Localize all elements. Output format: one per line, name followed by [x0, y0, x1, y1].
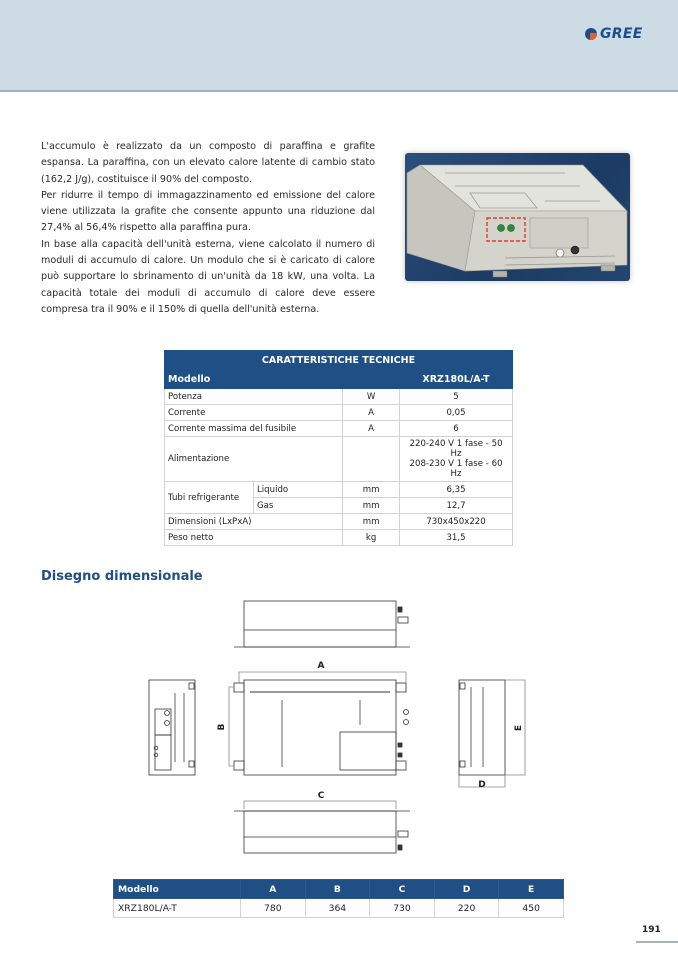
spec-table-title: CARATTERISTICHE TECNICHE	[165, 351, 513, 370]
table-row	[165, 514, 513, 530]
intro-paragraph: L'accumulo è realizzato da un composto di paraffina e grafite espansa. La paraffina, con un elevato calore latente di cambio stato (162,2 J/g), costituisce il 90% del composto.	[41, 141, 375, 185]
column-header: C	[370, 880, 435, 899]
dimensions-table	[113, 879, 564, 918]
model-value: XRZ180L/A-T	[400, 370, 513, 389]
table-row	[165, 405, 513, 421]
spec-value	[400, 437, 513, 482]
brand-name: GREE	[600, 26, 643, 42]
spec-value: 5	[400, 389, 513, 405]
spec-label: Alimentazione	[165, 437, 343, 482]
gree-logo-icon	[585, 28, 597, 40]
table-cell: 780	[241, 899, 306, 918]
spec-label: Corrente massima del fusibile	[165, 421, 343, 437]
model-label: Modello	[165, 370, 400, 389]
dimensional-drawing	[140, 595, 540, 860]
product-photo	[405, 153, 630, 281]
technical-drawing	[140, 595, 540, 860]
spec-unit: A	[343, 421, 400, 437]
dimension-label-a: A	[317, 661, 325, 671]
intro-paragraph: Per ridurre il tempo di immagazzinamento ed emissione del calore viene utilizzata la grafite che consente appunto una riduzione dal 27,4% al 56,4% rispetto alla paraffina pura.	[41, 189, 375, 234]
column-header: A	[241, 880, 306, 899]
page-header-band	[0, 0, 678, 92]
page-number: 191	[642, 925, 661, 935]
table-cell: 450	[499, 899, 564, 918]
spec-unit: mm	[343, 498, 400, 514]
spec-label: Potenza	[165, 389, 343, 405]
column-header: Modello	[114, 880, 241, 899]
table-row	[165, 482, 513, 498]
column-header: E	[499, 880, 564, 899]
spec-value: 31,5	[400, 530, 513, 546]
spec-unit: A	[343, 405, 400, 421]
table-row	[114, 899, 564, 918]
heat-storage-module-image	[405, 153, 630, 281]
spec-sublabel: Liquido	[254, 482, 343, 498]
spec-value: 6	[400, 421, 513, 437]
spec-unit: mm	[343, 482, 400, 498]
dimension-label-e: E	[514, 724, 524, 732]
gree-logo	[585, 26, 643, 42]
table-cell: 730	[370, 899, 435, 918]
spec-value: 730x450x220	[400, 514, 513, 530]
spec-label: Dimensioni (LxPxA)	[165, 514, 343, 530]
page-number-underline	[636, 941, 678, 943]
spec-unit: W	[343, 389, 400, 405]
table-header-row	[114, 880, 564, 899]
table-row	[165, 389, 513, 405]
spec-label: Tubi refrigerante	[165, 482, 254, 514]
spec-value: 6,35	[400, 482, 513, 498]
technical-specifications-table	[164, 350, 513, 546]
dimension-label-d: D	[478, 780, 486, 790]
table-row	[165, 530, 513, 546]
table-cell: XRZ180L/A-T	[114, 899, 241, 918]
spec-unit	[343, 437, 400, 482]
spec-value: 0,05	[400, 405, 513, 421]
spec-sublabel: Gas	[254, 498, 343, 514]
intro-text	[41, 139, 375, 318]
column-header: B	[305, 880, 370, 899]
spec-value: 12,7	[400, 498, 513, 514]
spec-unit: mm	[343, 514, 400, 530]
spec-label: Peso netto	[165, 530, 343, 546]
column-header: D	[434, 880, 499, 899]
power-supply-line: 208-230 V 1 fase - 60 Hz	[409, 459, 503, 479]
spec-label: Corrente	[165, 405, 343, 421]
intro-paragraph: In base alla capacità dell'unità esterna, viene calcolato il numero di moduli di accumulo di calore. Un modulo che si è caricato di calore può supportare lo sbrinamento di un'unità da 18 kW, una volta. La capacità totale dei moduli di accumulo di calore deve essere compresa tra il 90% e il 150% di quella dell'unità esterna.	[41, 238, 375, 315]
table-cell: 364	[305, 899, 370, 918]
table-cell: 220	[434, 899, 499, 918]
dimension-label-b: B	[217, 723, 227, 731]
spec-unit: kg	[343, 530, 400, 546]
power-supply-line: 220-240 V 1 fase - 50 Hz	[409, 439, 503, 459]
section-title: Disegno dimensionale	[41, 569, 203, 584]
table-row	[165, 421, 513, 437]
table-row	[165, 437, 513, 482]
dimension-label-c: C	[317, 791, 325, 801]
